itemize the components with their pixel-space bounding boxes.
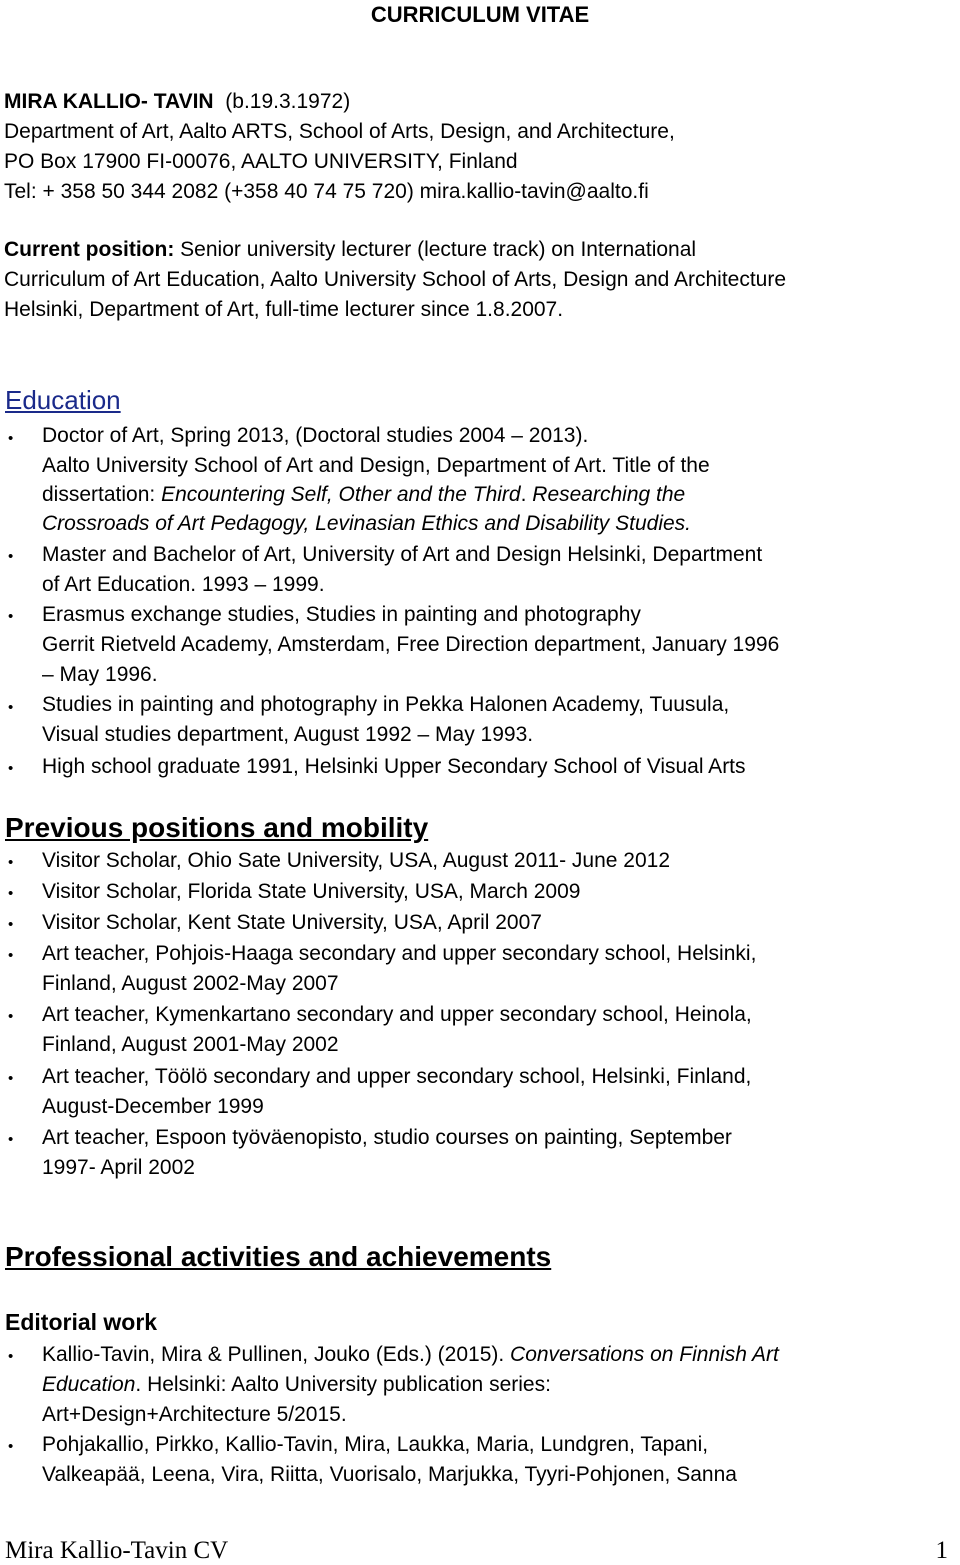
- position-item: Art teacher, Pohjois-Haaga secondary and upper secondary school, Helsinki,: [42, 942, 757, 965]
- bullet: •: [8, 1070, 14, 1087]
- publication-item-line: Valkeapää, Leena, Vira, Riitta, Vuorisalo, Marjukka, Tyyri-Pohjonen, Sanna: [42, 1463, 737, 1486]
- education-item-line: of Art Education. 1993 – 1999.: [42, 573, 325, 596]
- position-item: Art teacher, Espoon työväenopisto, studio courses on painting, September: [42, 1126, 732, 1149]
- education-item-line: Crossroads of Art Pedagogy, Levinasian Ethics and Disability Studies.: [42, 512, 692, 535]
- bullet: •: [8, 608, 14, 625]
- publication-item-line: [42, 1370, 551, 1400]
- page-number: 1: [935, 1537, 948, 1564]
- position-item-line: 1997- April 2002: [42, 1156, 195, 1179]
- education-item-line: – May 1996.: [42, 663, 158, 686]
- position-item: Visitor Scholar, Florida State University, USA, March 2009: [42, 880, 581, 903]
- editorial-work-subheading: Editorial work: [5, 1309, 158, 1335]
- position-item-line: August-December 1999: [42, 1095, 264, 1118]
- position-item: Art teacher, Kymenkartano secondary and upper secondary school, Heinola,: [42, 1003, 752, 1026]
- birth-date: (b.19.3.1972): [225, 90, 351, 113]
- publication-title-end: Education: [42, 1373, 136, 1396]
- address-line-2: PO Box 17900 FI-00076, AALTO UNIVERSITY, Finland: [4, 150, 518, 173]
- address-line-1: Department of Art, Aalto ARTS, School of Arts, Design, and Architecture,: [4, 120, 675, 143]
- position-item: Visitor Scholar, Ohio Sate University, USA, August 2011- June 2012: [42, 849, 671, 872]
- education-item-line: Gerrit Rietveld Academy, Amsterdam, Free Direction department, January 1996: [42, 633, 780, 656]
- education-item-line: Visual studies department, August 1992 – May 1993.: [42, 723, 534, 746]
- current-position-line-1: [4, 235, 696, 265]
- bullet: •: [8, 1008, 14, 1025]
- position-item: Art teacher, Töölö secondary and upper secondary school, Helsinki, Finland,: [42, 1065, 752, 1088]
- dissertation-title: Encountering Self, Other and the Third: [161, 483, 521, 506]
- publication-item: [42, 1340, 779, 1370]
- position-item-line: Finland, August 2002-May 2007: [42, 972, 339, 995]
- bullet: •: [8, 1131, 14, 1148]
- education-item-line: Aalto University School of Art and Design, Department of Art. Title of the: [42, 454, 710, 477]
- bullet: •: [8, 947, 14, 964]
- position-item: Visitor Scholar, Kent State University, USA, April 2007: [42, 911, 542, 934]
- page-title: CURRICULUM VITAE: [370, 2, 590, 27]
- publication-item-line: Art+Design+Architecture 5/2015.: [42, 1403, 347, 1426]
- bullet: •: [8, 1348, 14, 1365]
- current-position-label: Current position:: [4, 238, 175, 261]
- professional-heading: Professional activities and achievements: [5, 1241, 552, 1272]
- education-item-line: [42, 480, 685, 510]
- header-name-line: [4, 87, 350, 117]
- footer-text: Mira Kallio-Tavin CV: [5, 1537, 229, 1564]
- publication-title: Conversations on Finnish Art: [510, 1343, 779, 1366]
- publication-authors: Kallio-Tavin, Mira & Pullinen, Jouko (Eds.) (2015).: [42, 1343, 511, 1366]
- dissertation-sep: .: [520, 483, 533, 506]
- bullet: •: [8, 885, 14, 902]
- previous-positions-heading: Previous positions and mobility: [5, 812, 429, 843]
- publication-publisher: . Helsinki: Aalto University publication series:: [135, 1373, 551, 1396]
- bullet: •: [8, 548, 14, 565]
- person-name: MIRA KALLIO- TAVIN: [4, 90, 214, 113]
- education-item: Studies in painting and photography in Pekka Halonen Academy, Tuusula,: [42, 693, 730, 716]
- bullet: •: [8, 430, 14, 447]
- education-item: High school graduate 1991, Helsinki Upper Secondary School of Visual Arts: [42, 755, 746, 778]
- current-position-line-2: Curriculum of Art Education, Aalto University School of Arts, Design and Architecture: [4, 268, 787, 291]
- education-item: Erasmus exchange studies, Studies in painting and photography: [42, 603, 641, 626]
- bullet: •: [8, 699, 14, 716]
- bullet: •: [8, 854, 14, 871]
- education-item: Doctor of Art, Spring 2013, (Doctoral studies 2004 – 2013).: [42, 424, 589, 447]
- dissertation-label: dissertation:: [42, 483, 162, 506]
- education-item: Master and Bachelor of Art, University of Art and Design Helsinki, Department: [42, 543, 763, 566]
- bullet: •: [8, 760, 14, 777]
- dissertation-subtitle: Researching the: [532, 483, 686, 506]
- contact-line: Tel: + 358 50 344 2082 (+358 40 74 75 720) mira.kallio-tavin@aalto.fi: [4, 180, 649, 203]
- publication-item: Pohjakallio, Pirkko, Kallio-Tavin, Mira, Laukka, Maria, Lundgren, Tapani,: [42, 1433, 709, 1456]
- position-item-line: Finland, August 2001-May 2002: [42, 1033, 339, 1056]
- education-heading: Education: [5, 385, 121, 415]
- bullet: •: [8, 1438, 14, 1455]
- current-position-text: Senior university lecturer (lecture track) on International: [174, 238, 697, 261]
- current-position-line-3: Helsinki, Department of Art, full-time lecturer since 1.8.2007.: [4, 298, 564, 321]
- bullet: •: [8, 916, 14, 933]
